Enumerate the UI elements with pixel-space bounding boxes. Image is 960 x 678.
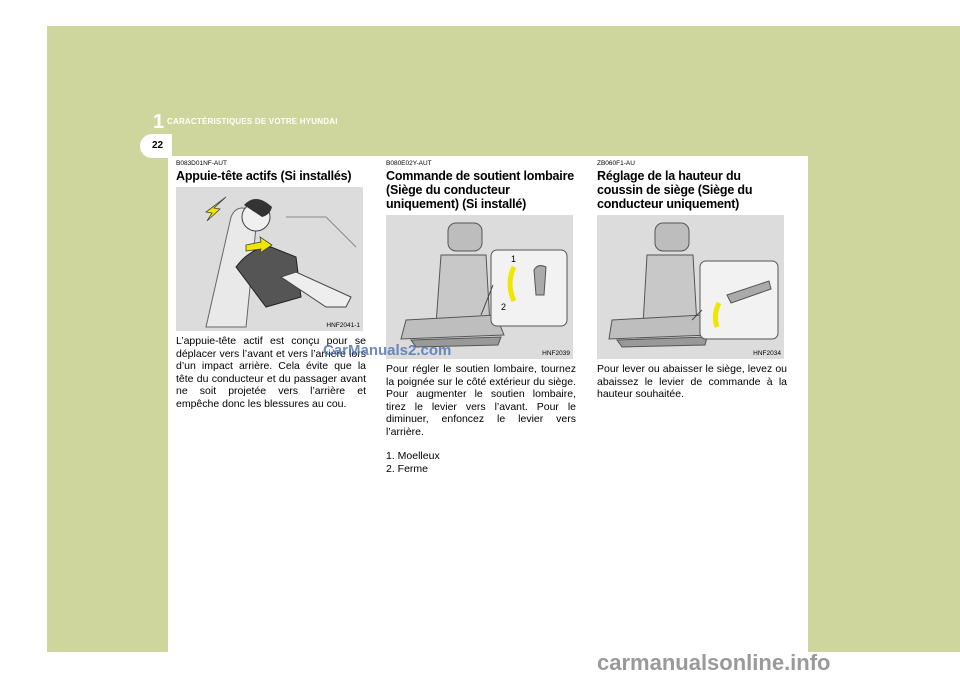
figure-code: HNF2041-1 [326,322,360,329]
section-code: ZB060F1-AU [597,160,635,167]
seat-height-illustration [597,215,784,359]
section-title: Commande de soutient lombaire (Siège du conducteur uniquement) (Si installé) [386,169,574,211]
chapter-title: CARACTÉRISTIQUES DE VOTRE HYUNDAI [167,117,338,126]
headrest-figure [176,187,363,331]
lumbar-figure [386,215,573,359]
section-body: Pour lever ou abaisser le siège, levez ou abaissez le levier de commande à la hauteur souhaitée. [597,363,787,400]
figure-label-1: 1 [511,254,517,264]
section-body: L’appuie-tête actif est conçu pour se déplacer vers l’avant et vers l’arrière lors d’un impact arrière. Cela évite que la tête du conducteur et du passager avant ne soit projetée vers l’arrière et empêche donc les blessures au cou. [176,335,366,410]
section-seat-height [597,160,787,401]
lumbar-illustration [386,215,573,359]
list-item: 1. Moelleux [386,450,440,462]
section-title: Réglage de la hauteur du coussin de siège (Siège du conducteur uniquement) [597,169,753,211]
section-body: Pour régler le soutien lombaire, tournez la poignée sur le côté extérieur du siège. Pour augmenter le soutien lombaire, tirez le levier vers l’avant. Pour le diminuer, enfoncez le levier vers l’arrière. [386,363,576,438]
headrest-illustration [176,187,363,331]
section-list [386,450,576,475]
section-lumbar-support [386,160,576,475]
section-code: B080E02Y-AUT [386,160,432,167]
section-title: Appuie-tête actifs (Si installés) [176,169,352,183]
list-item: 2. Ferme [386,462,429,475]
watermark-top: CarManuals2.com [323,342,452,359]
figure-code: HNF2039 [542,350,570,357]
figure-code: HNF2034 [753,350,781,357]
section-code: B083D01NF-AUT [176,160,227,167]
watermark-bottom: carmanualsonline.info [597,650,831,675]
seat-height-figure [597,215,784,359]
page-number: 22 [152,140,164,151]
figure-label-2: 2 [501,302,507,312]
section-active-headrest [176,160,366,410]
chapter-number: 1 [153,111,165,133]
